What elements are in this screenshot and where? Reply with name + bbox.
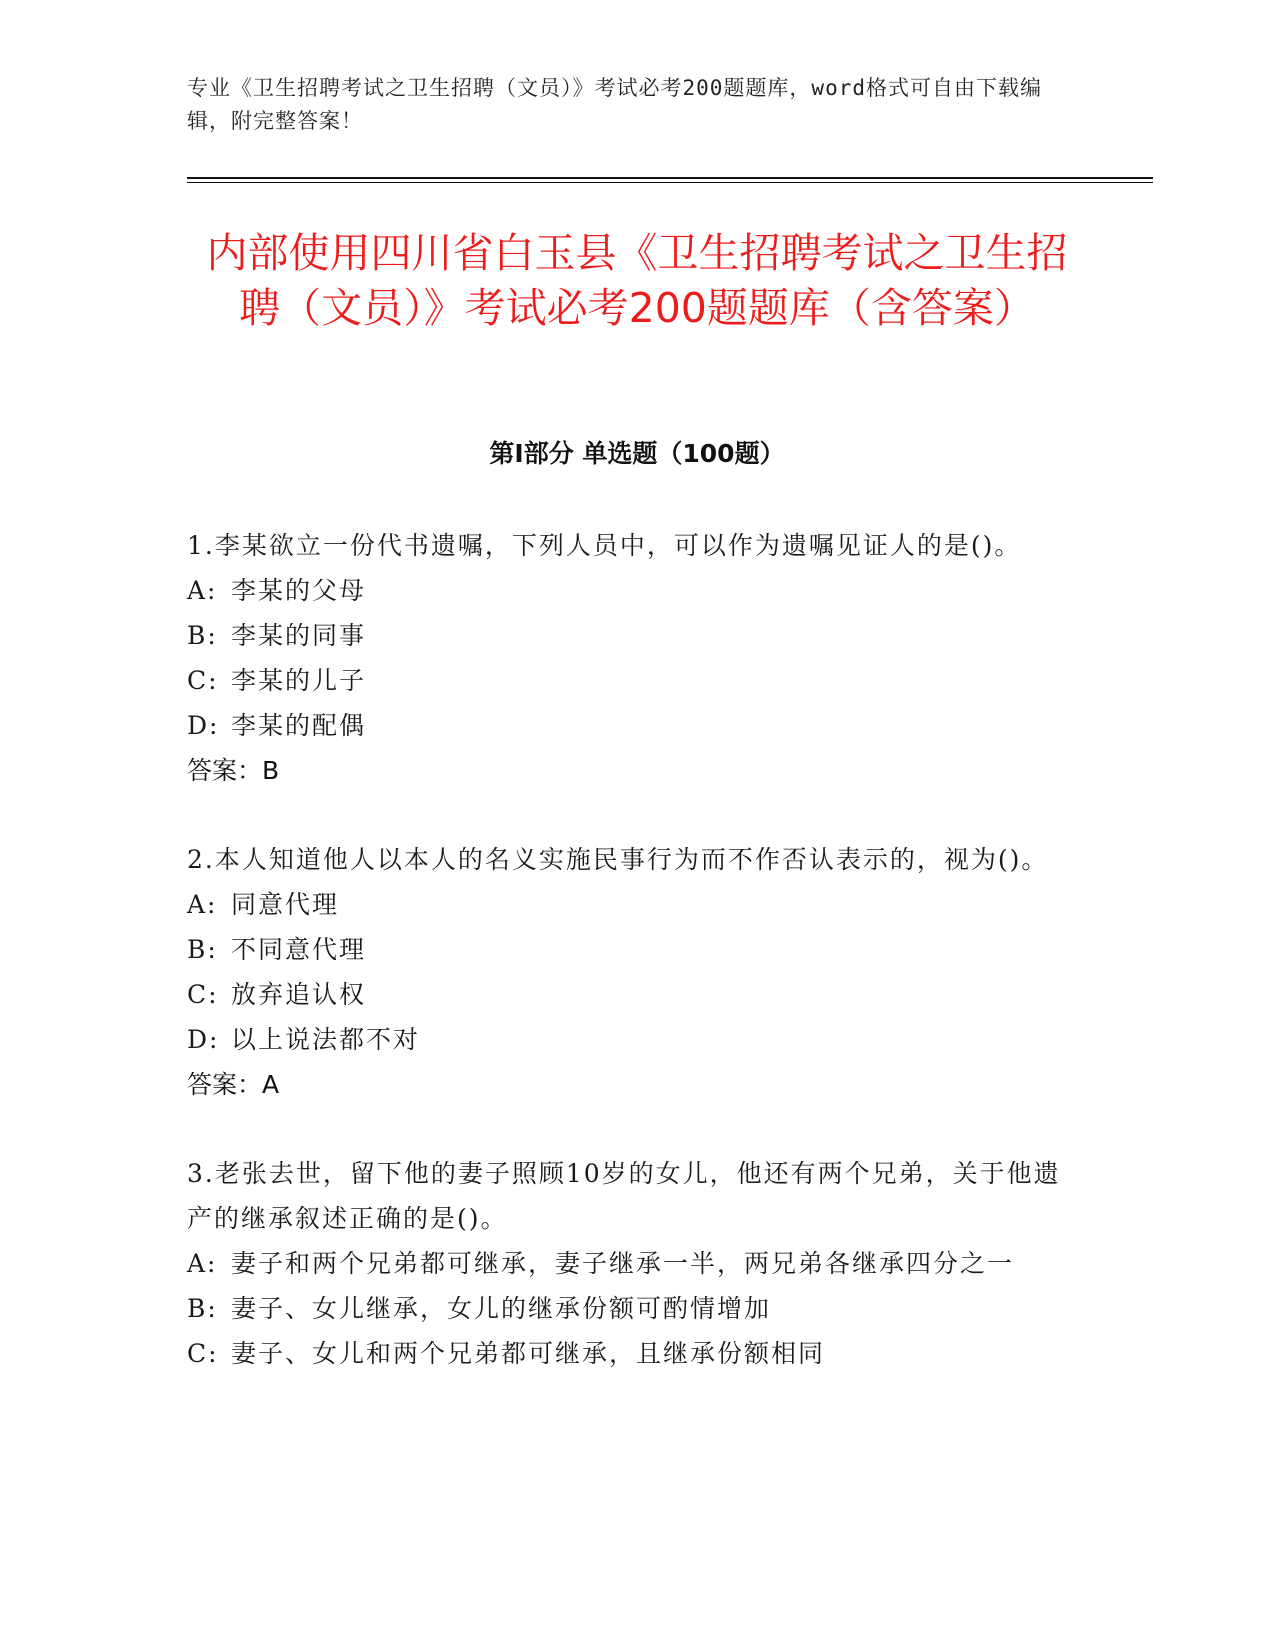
option-c bbox=[187, 658, 1067, 703]
answer-label: 答案： bbox=[187, 756, 263, 785]
option-d bbox=[187, 703, 1067, 748]
header-divider-thin bbox=[187, 182, 1153, 183]
option-a bbox=[187, 568, 1067, 613]
option-text: 妻子、女儿和两个兄弟都可继承，且继承份额相同 bbox=[231, 1339, 826, 1368]
question-1 bbox=[187, 523, 1067, 793]
option-key: B: bbox=[187, 935, 218, 964]
option-text: 李某的配偶 bbox=[231, 711, 367, 740]
answer-value: B bbox=[262, 756, 280, 785]
option-key: C: bbox=[187, 666, 219, 695]
option-text: 李某的同事 bbox=[231, 621, 367, 650]
option-text: 放弃追认权 bbox=[231, 980, 367, 1009]
option-text: 以上说法都不对 bbox=[231, 1025, 421, 1054]
option-key: D: bbox=[187, 1025, 220, 1054]
option-key: A: bbox=[187, 890, 218, 919]
question-stem: 1.李某欲立一份代书遗嘱，下列人员中，可以作为遗嘱见证人的是()。 bbox=[187, 531, 1022, 560]
header-note: 专业《卫生招聘考试之卫生招聘（文员）》考试必考200题题库，word格式可自由下载编辑，附完整答案！ bbox=[187, 76, 1042, 133]
option-text: 李某的父母 bbox=[231, 576, 367, 605]
option-b bbox=[187, 1286, 1067, 1331]
document-title: 内部使用四川省白玉县《卫生招聘考试之卫生招聘（文员）》考试必考200题题库（含答案） bbox=[206, 229, 1068, 332]
option-text: 妻子、女儿继承，女儿的继承份额可酌情增加 bbox=[231, 1294, 772, 1323]
option-key: A: bbox=[187, 1249, 218, 1278]
option-c bbox=[187, 972, 1067, 1017]
answer-line bbox=[187, 1062, 1067, 1107]
question-3 bbox=[187, 1151, 1067, 1376]
option-key: B: bbox=[187, 621, 218, 650]
option-b bbox=[187, 613, 1067, 658]
option-a bbox=[187, 882, 1067, 927]
option-a bbox=[187, 1241, 1067, 1286]
option-key: A: bbox=[187, 576, 218, 605]
option-c bbox=[187, 1331, 1067, 1376]
answer-line bbox=[187, 748, 1067, 793]
option-key: C: bbox=[187, 980, 219, 1009]
option-key: D: bbox=[187, 711, 220, 740]
question-stem: 3.老张去世，留下他的妻子照顾10岁的女儿，他还有两个兄弟，关于他遗产的继承叙述正确的是()。 bbox=[187, 1159, 1061, 1233]
question-stem: 2.本人知道他人以本人的名义实施民事行为而不作否认表示的，视为()。 bbox=[187, 845, 1049, 874]
option-d bbox=[187, 1017, 1067, 1062]
option-text: 妻子和两个兄弟都可继承，妻子继承一半，两兄弟各继承四分之一 bbox=[231, 1249, 1015, 1278]
option-b bbox=[187, 927, 1067, 972]
answer-label: 答案： bbox=[187, 1070, 263, 1099]
option-text: 不同意代理 bbox=[231, 935, 367, 964]
question-2 bbox=[187, 837, 1067, 1107]
option-text: 李某的儿子 bbox=[231, 666, 367, 695]
section-heading: 第I部分 单选题（100题） bbox=[489, 439, 785, 468]
header-divider-thick bbox=[187, 177, 1153, 179]
answer-value: A bbox=[262, 1070, 280, 1099]
option-key: B: bbox=[187, 1294, 218, 1323]
option-key: C: bbox=[187, 1339, 219, 1368]
option-text: 同意代理 bbox=[231, 890, 340, 919]
question-list bbox=[187, 523, 1067, 1420]
